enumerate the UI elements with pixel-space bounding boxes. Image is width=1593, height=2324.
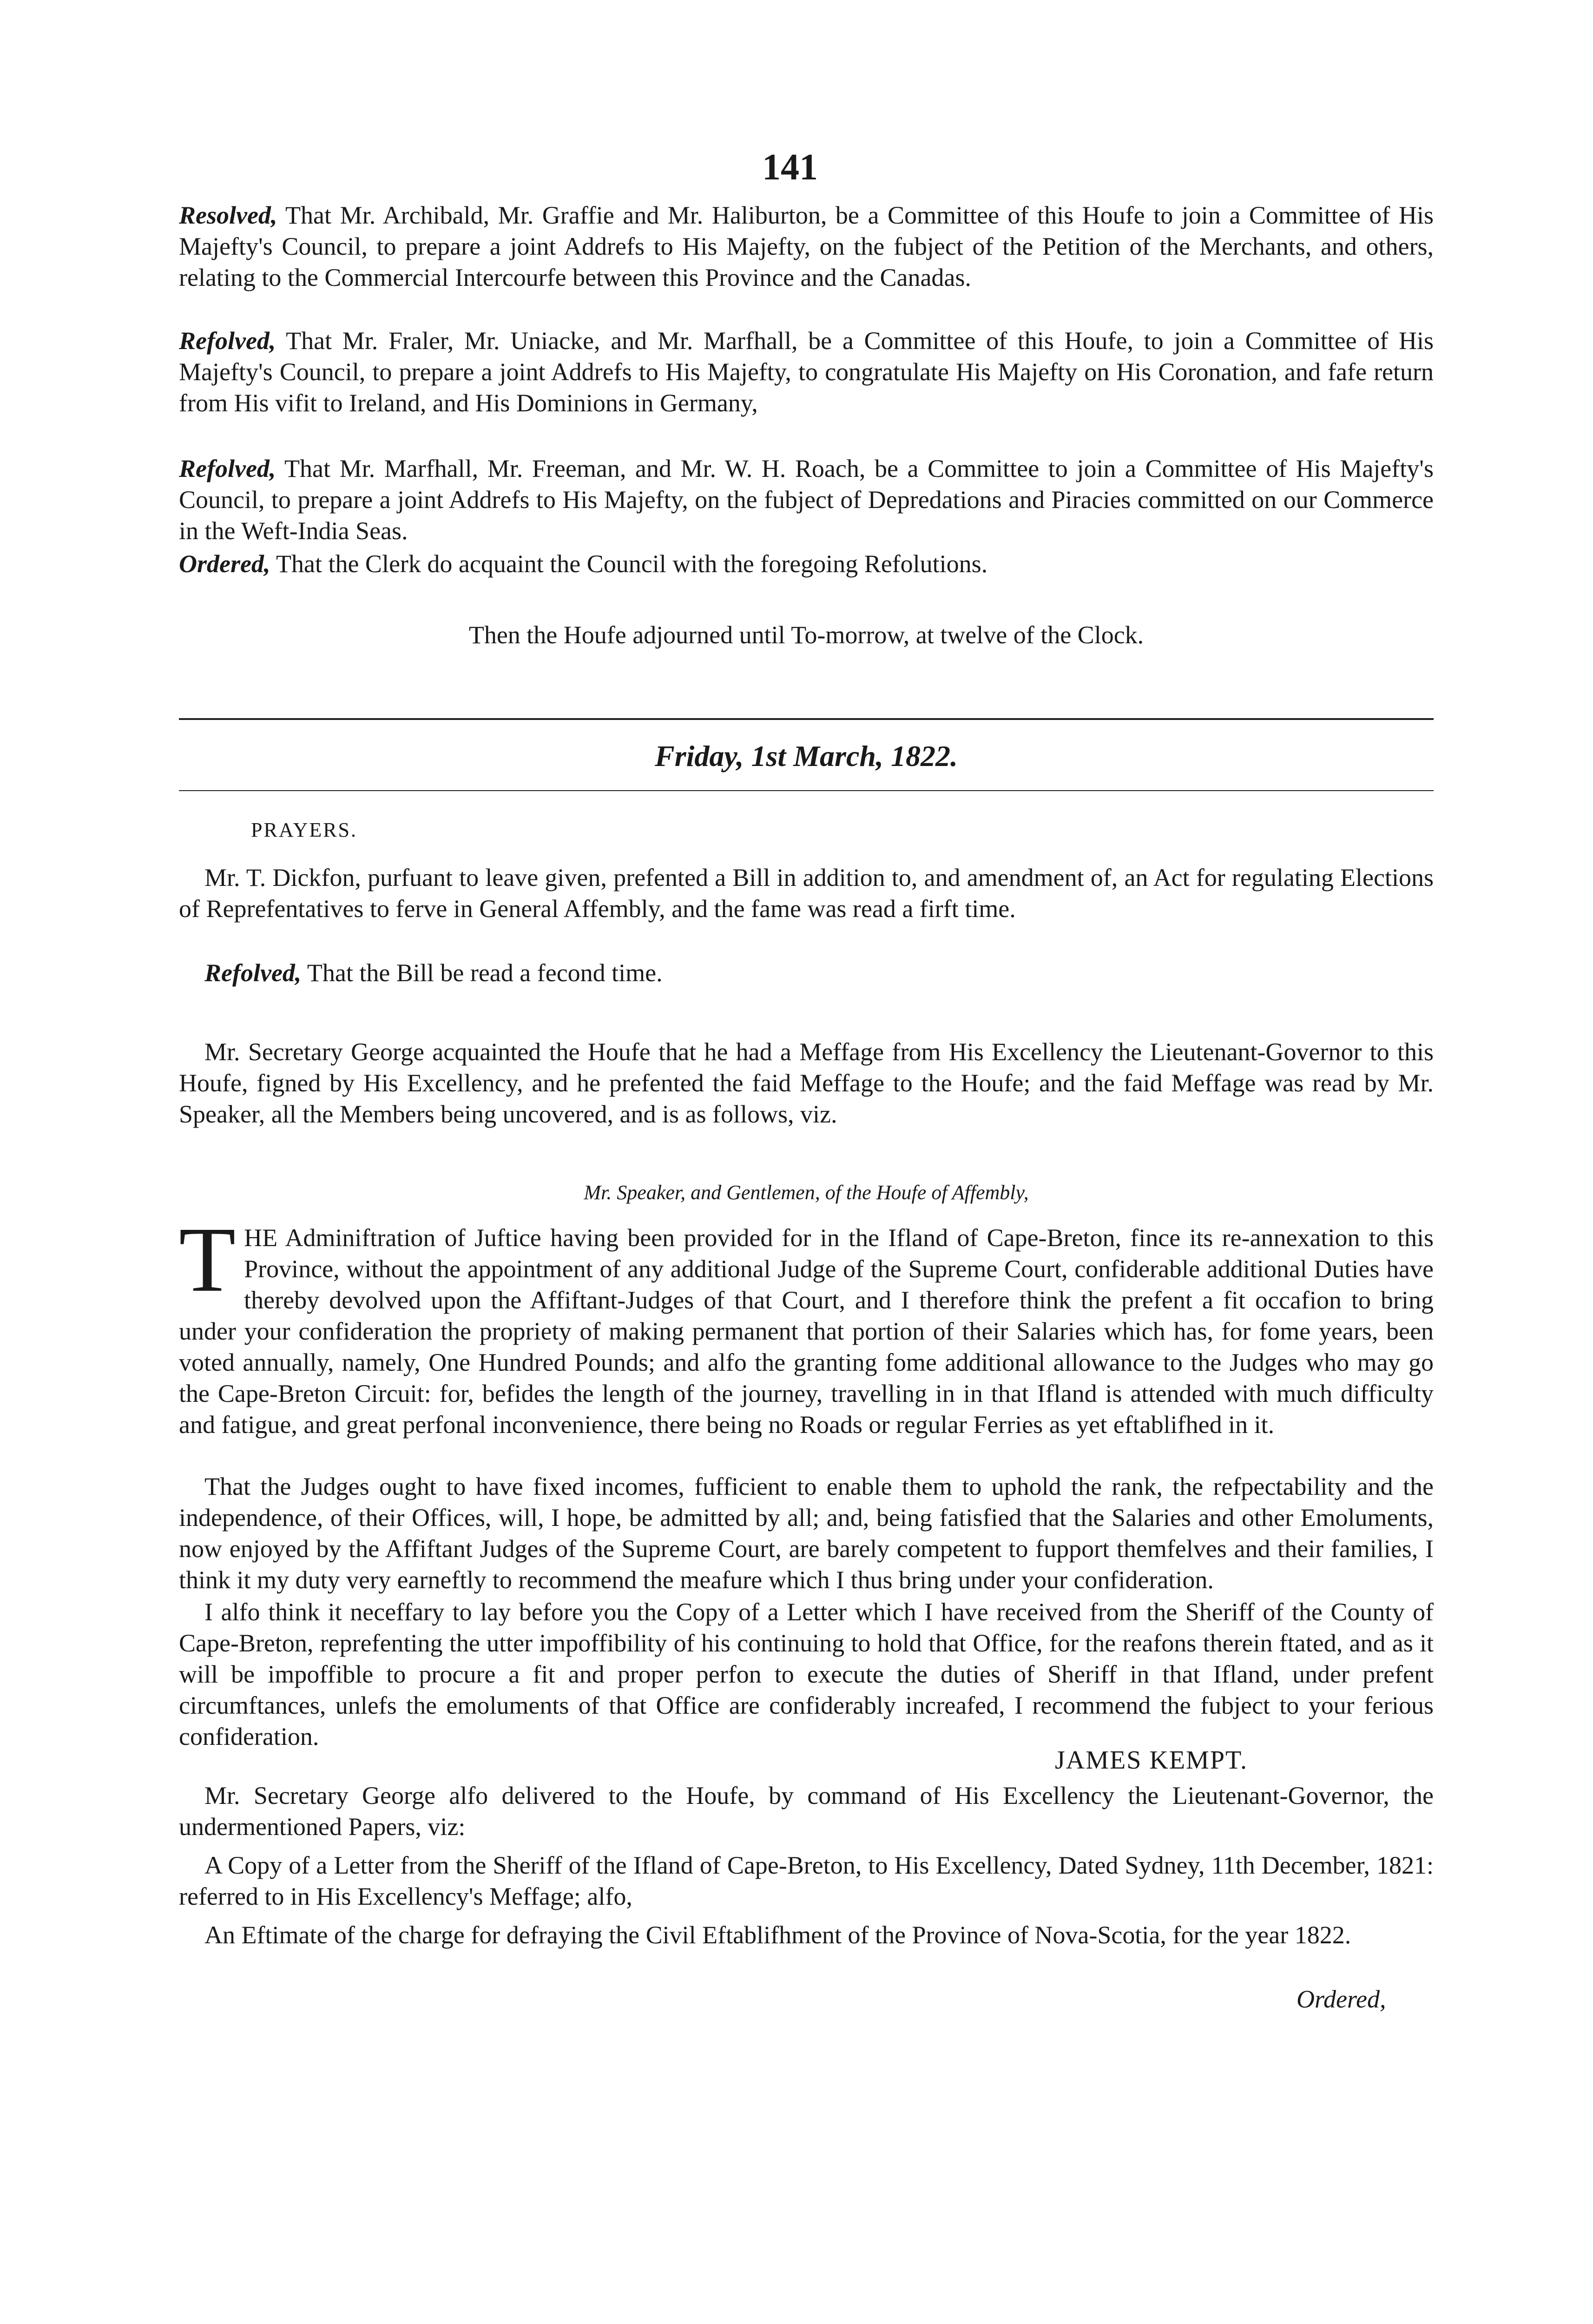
paper-item-estimate: An Eftimate of the charge for defraying the Civil Eftablifhment of the Province of Nova-Scotia, for the year 1822. — [204, 1921, 1351, 1949]
dickson-bill-paragraph: Mr. T. Dickfon, purfuant to leave given, prefented a Bill in addition to, and amendment of, an Act for regulating Elections of Reprefentatives to ferve in General Affembly, and the fame was read a firft time. — [179, 864, 1434, 923]
message-paragraph-1-text: HE Adminiftration of Juftice having been provided for in the Ifland of Cape-Breton, fince its re-annexation to this Province, without the appointment of any additional Judge of the Supreme Court, confiderable additional Duties have thereby devolved upon the Affiftant-Judges of that Court, and I therefore think the prefent a fit occafion to bring under your confideration the propriety of making permanent that portion of their Salaries which has, for fome years, been voted annually, namely, One Hundred Pounds; and alfo the granting fome additional allowance to the Judges who may go the Cape-Breton Circuit: for, befides the length of the journey, travelling in in that Ifland is attended with much difficulty and fatigue, and great perfonal inconvenience, there being no Roads or regular Ferries as yet eftablifhed in it. — [179, 1224, 1434, 1439]
catchword: Ordered, — [1297, 1985, 1386, 2013]
date-heading: Friday, 1st March, 1822. — [655, 739, 958, 772]
order-text: That the Clerk do acquaint the Council with the foregoing Refolutions. — [270, 550, 988, 578]
message-paragraph-1 — [179, 1208, 1434, 1440]
order-clerk-acquaint — [179, 548, 1434, 580]
order-lead: Ordered, — [179, 550, 270, 578]
drop-cap-letter: T — [179, 1208, 236, 1311]
papers-delivered-paragraph: Mr. Secretary George alfo delivered to the Houfe, by command of His Excellency the Lieutenant-Governor, the undermentioned Papers, viz: — [179, 1782, 1434, 1841]
resolution-text: That the Bill be read a fecond time. — [301, 959, 663, 987]
resolution-lead: Refolved, — [179, 455, 276, 482]
resolution-lead: Refolved, — [179, 327, 276, 355]
resolution-lead: Refolved, — [204, 959, 302, 987]
resolution-lead: Resolved, — [179, 201, 277, 229]
resolved-second-reading — [179, 957, 1434, 989]
message-salutation: Mr. Speaker, and Gentlemen, of the Houfe of Affembly, — [584, 1181, 1029, 1204]
page-number: 141 — [762, 147, 818, 188]
resolution-text: That Mr. Marfhall, Mr. Freeman, and Mr. W. H. Roach, be a Committee to join a Committee of His Majefty's Council, to prepare a joint Addrefs to His Majefty, on the fubject of Depredations and Piracies committed on our Commerce in the Weft-India Seas. — [179, 455, 1434, 545]
message-paragraph-2: That the Judges ought to have fixed incomes, fufficient to enable them to uphold the rank, the refpectability and the independence, of their Offices, will, I hope, be admitted by all; and, being fatisfied that the Salaries and other Emoluments, now enjoyed by the Affiftant Judges of the Supreme Court, are barely competent to fupport themfelves and their families, I think it my duty very earneftly to recommend the meafure which I thus bring under your confideration. — [179, 1472, 1434, 1594]
secretary-message-paragraph: Mr. Secretary George acquainted the Houfe that he had a Meffage from His Excellency the Lieutenant-Governor to this Houfe, figned by His Excellency, and he prefented the faid Meffage to the Houfe; and the faid Meffage was read by Mr. Speaker, all the Members being uncovered, and is as follows, viz. — [179, 1038, 1434, 1128]
message-paragraph-3: I alfo think it neceffary to lay before you the Copy of a Letter which I have received from the Sheriff of the County of Cape-Breton, reprefenting the utter impoffibility of his continuing to hold that Office, for the reafons therein ftated, and as it will be impoffible to procure a fit and proper perfon to execute the duties of Sheriff in that Ifland, under prefent circumftances, unlefs the emoluments of that Office are confiderably increafed, I recommend the fubject to your ferious confideration. — [179, 1598, 1434, 1750]
resolution-text: That Mr. Archibald, Mr. Graffie and Mr. Haliburton, be a Committee of this Houfe to join a Committee of His Majefty's Council, to prepare a joint Addrefs to His Majefty, on the fubject of the Petition of the Merchants, and others, relating to the Commercial Intercourfe between this Province and the Canadas. — [179, 201, 1434, 291]
section-divider-top — [179, 718, 1434, 720]
adjournment-notice: Then the Houfe adjourned until To-morrow, at twelve of the Clock. — [468, 621, 1144, 649]
resolution-committee-coronation — [179, 325, 1434, 419]
section-divider-bottom — [179, 790, 1434, 791]
resolution-committee-commercial — [179, 200, 1434, 293]
resolution-committee-piracies — [179, 453, 1434, 547]
resolution-text: That Mr. Fraler, Mr. Uniacke, and Mr. Marfhall, be a Committee of this Houfe, to join a Committee of His Majefty's Council, to prepare a joint Addrefs to His Majefty, to congratulate His Majefty on His Coronation, and fafe return from His vifit to Ireland, and His Dominions in Germany, — [179, 327, 1434, 417]
paper-item-letter: A Copy of a Letter from the Sheriff of the Ifland of Cape-Breton, to His Excellency, Dated Sydney, 11th December, 1821: referred to in His Excellency's Meffage; alfo, — [179, 1851, 1434, 1910]
prayers-heading: PRAYERS. — [251, 819, 358, 841]
signature-james-kempt: JAMES KEMPT. — [1055, 1746, 1248, 1775]
